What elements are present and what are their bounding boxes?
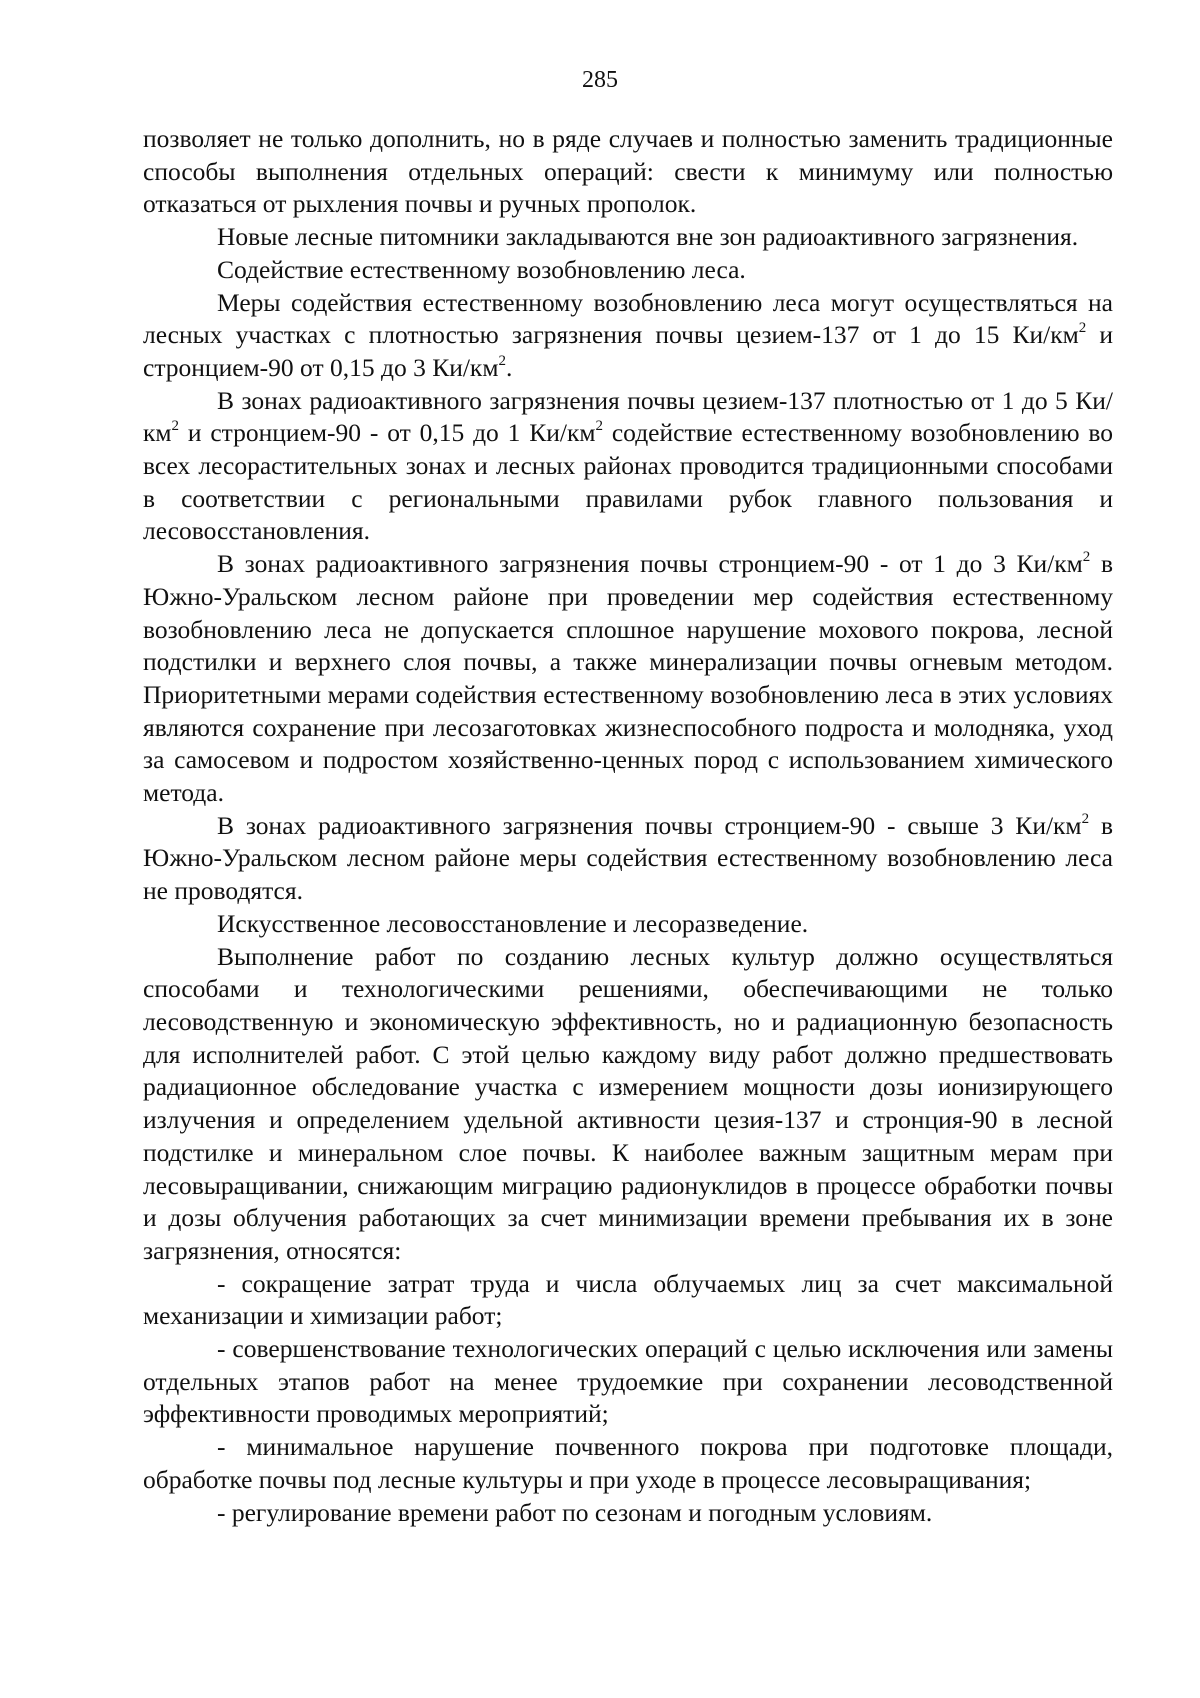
paragraph-text: в Южно-Уральском лесном районе при проведении мер содействия естественному возобновлению леса не допускается сплошное нарушение мохового покрова, лесной подстилки и верхнего слоя почвы, а также минерализации почвы огневым методом. Приоритетными мерами содействия естественному возобновлению леса в этих условиях являются сохранение при лесозаготовках жизнеспособного подроста и молодняка, уход за самосевом и подростом хозяйственно-ценных пород с использованием химического метода. [143, 549, 1113, 808]
list-item [143, 1268, 1113, 1333]
list-item [143, 1431, 1113, 1496]
section-heading-text: Содействие естественному возобновлению леса. [217, 254, 746, 284]
superscript: 2 [1078, 320, 1087, 337]
paragraph [143, 287, 1113, 385]
superscript: 2 [171, 418, 180, 435]
superscript: 2 [595, 418, 604, 435]
paragraph-text: Выполнение работ по созданию лесных культур должно осуществляться способами и технологическими решениями, обеспечивающими не только лесоводственную и экономическую эффективность, но и радиационную безопасность для исполнителей работ. С этой целью каждому виду работ должно предшествовать радиационное обследование участка с измерением мощности дозы ионизирующего излучения и определением удельной активности цезия-137 и стронция-90 в лесной подстилке и минеральном слое почвы. К наиболее важным защитным мерам при лесовыращивании, снижающим миграцию радионуклидов в процессе обработки почвы и дозы облучения работающих за счет минимизации времени пребывания их в зоне загрязнения, относятся: [143, 941, 1113, 1265]
superscript: 2 [1081, 810, 1090, 827]
paragraph-text: и стронцием-90 от 0,15 до 3 Ки/км [143, 320, 1113, 382]
list-item-text: - минимальное нарушение почвенного покрова при подготовке площади, обработке почвы под лесные культуры и при уходе в процессе лесовыращивания; [143, 1432, 1113, 1494]
superscript: 2 [1082, 549, 1091, 566]
paragraph-text: Меры содействия естественному возобновлению леса могут осуществляться на лесных участках с плотностью загрязнения почвы цезием-137 от 1 до 15 Ки/км [143, 287, 1113, 350]
section-heading-text: Искусственное лесовосстановление и лесоразведение. [217, 908, 809, 938]
paragraph [143, 123, 1113, 221]
paragraph [143, 810, 1113, 908]
paragraph [143, 548, 1113, 810]
paragraph [143, 221, 1113, 254]
paragraph-text: В зонах радиоактивного загрязнения почвы стронцием-90 - от 1 до 3 Ки/км [217, 549, 1083, 579]
list-item-text: - совершенствование технологических операций с целью исключения или замены отдельных этапов работ на менее трудоемкие при сохранении лесоводственной эффективности проводимых мероприятий; [143, 1334, 1113, 1429]
paragraph-text: в Южно-Уральском лесном районе меры содействия естественному возобновлению леса не проводятся. [143, 810, 1113, 906]
document-body [143, 123, 1113, 1529]
paragraph-text: . [505, 352, 513, 382]
section-heading [143, 254, 1113, 287]
paragraph [143, 385, 1113, 549]
paragraph-text: В зонах радиоактивного загрязнения почвы цезием-137 плотностью от 1 до 5 Ки/км [143, 385, 1113, 448]
paragraph [143, 941, 1113, 1268]
paragraph-text: и стронцием-90 - от 0,15 до 1 Ки/км [179, 418, 596, 448]
paragraph-text: содействие естественному возобновлению во всех лесорастительных зонах и лесных районах проводится традиционными способами в соответствии с региональными правилами рубок главного пользования и лесовосстановления. [143, 418, 1113, 546]
list-item-text: - регулирование времени работ по сезонам и погодным условиям. [217, 1497, 933, 1527]
list-item [143, 1333, 1113, 1431]
page-number: 285 [582, 67, 618, 93]
list-item [143, 1497, 1113, 1530]
paragraph-text: позволяет не только дополнить, но в ряде случаев и полностью заменить традиционные способы выполнения отдельных операций: свести к минимуму или полностью отказаться от рыхления почвы и ручных прополок. [143, 124, 1113, 219]
list-item-text: - сокращение затрат труда и числа облучаемых лиц за счет максимальной механизации и химизации работ; [143, 1268, 1113, 1331]
section-heading [143, 908, 1113, 941]
paragraph-text: В зонах радиоактивного загрязнения почвы стронцием-90 - свыше 3 Ки/км [217, 810, 1082, 840]
superscript: 2 [498, 352, 506, 369]
paragraph-text: Новые лесные питомники закладываются вне зон радиоактивного загрязнения. [217, 222, 1079, 252]
